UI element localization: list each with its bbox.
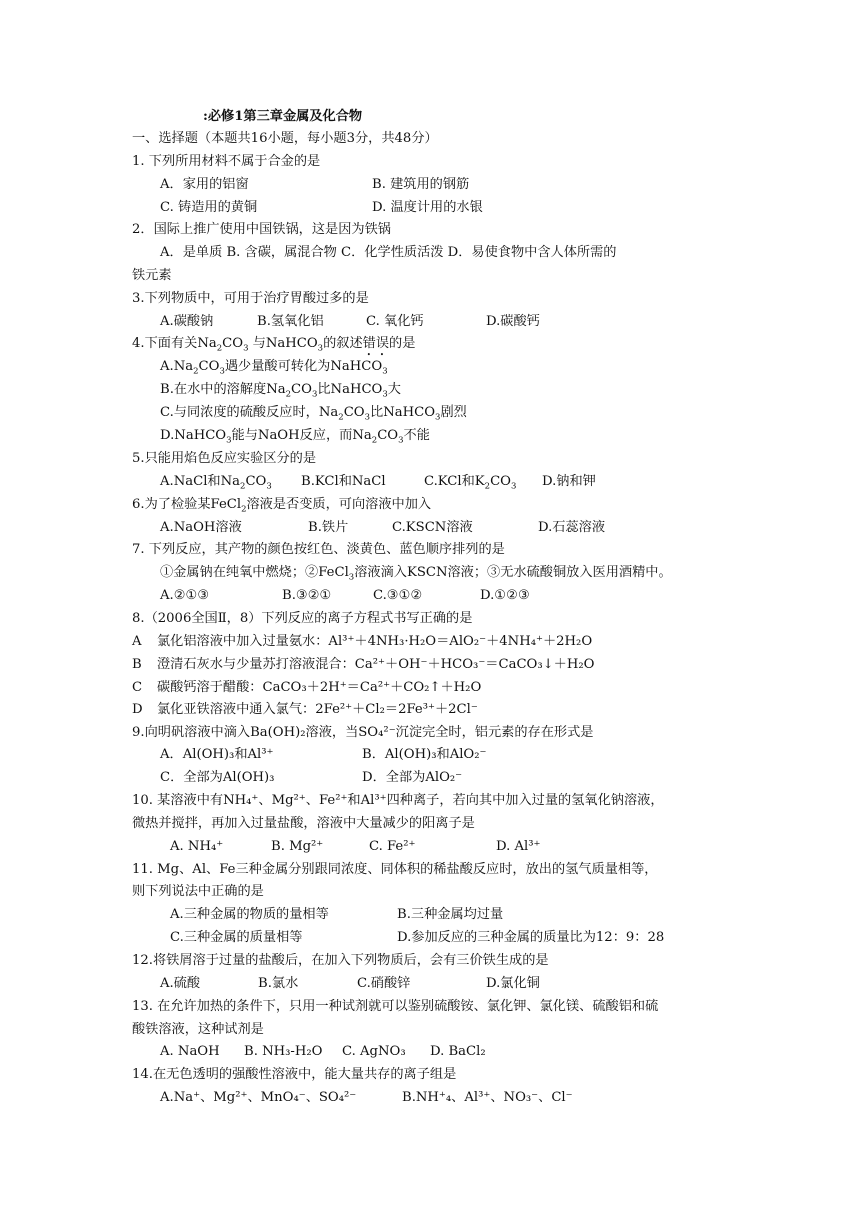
question-5-option-b: B.KCl和NaCl <box>301 474 386 489</box>
question-13-stem: 13. 在允许加热的条件下，只用一种试剂就可以鉴别硫酸铵、氯化钾、氯化镁、硫酸铝和硫 <box>132 999 659 1014</box>
question-8-option-a-label: A <box>132 634 142 649</box>
question-7-option-c: C.③①② <box>373 588 423 603</box>
question-7-option-b: B.③②① <box>282 588 332 603</box>
question-11-option-a: A.三种金属的物质的量相等 <box>170 907 329 922</box>
question-12-option-d: D.氯化铜 <box>486 976 540 991</box>
question-9-option-c: C．全部为Al(OH)₃ <box>160 770 275 785</box>
question-12-option-a: A.硫酸 <box>160 976 201 991</box>
question-12-option-b: B.氯水 <box>258 976 299 991</box>
question-8-option-c-label: C <box>132 680 143 695</box>
question-8-option-c: 碳酸钙溶于醋酸：CaCO₃＋2H⁺＝Ca²⁺＋CO₂↑＋H₂O <box>157 680 482 695</box>
question-5-option-d: D.钠和钾 <box>542 474 596 489</box>
question-8-option-d: 氯化亚铁溶液中通入氯气：2Fe²⁺＋Cl₂＝2Fe³⁺＋2Cl⁻ <box>157 702 478 717</box>
question-6-option-b: B.铁片 <box>308 520 349 535</box>
question-3-option-d: D.碳酸钙 <box>486 314 540 329</box>
question-6-stem: 6.为了检验某FeCl$_2$溶液是否变质，可向溶液中加入 <box>132 497 432 515</box>
question-6-option-a: A.NaOH溶液 <box>160 520 242 535</box>
question-9-option-b: B．Al(OH)₃和AlO₂⁻ <box>362 747 487 762</box>
question-2-options: A．是单质 B. 含碳，属混合物 C．化学性质活泼 D．易使食物中含人体所需的 <box>160 245 617 260</box>
question-7-stem: 7. 下列反应，其产物的颜色按红色、淡黄色、蓝色顺序排列的是 <box>132 542 505 557</box>
question-11-continuation: 则下列说法中正确的是 <box>132 884 264 899</box>
page-title: :必修1第三章金属及化合物 <box>203 109 363 124</box>
question-9-stem: 9.向明矾溶液中滴入Ba(OH)₂溶液，当SO₄²⁻沉淀完全时，铝元素的存在形式是 <box>132 725 594 740</box>
question-7-option-d: D.①②③ <box>480 588 530 603</box>
question-4-option-b: B.在水中的溶解度$Na_2CO_3$比NaHCO$_3$大 <box>160 382 401 400</box>
question-9-option-a: A．Al(OH)₃和Al³⁺ <box>160 747 274 762</box>
question-8-option-b-label: B <box>132 657 142 672</box>
question-14-stem: 14.在无色透明的强酸性溶液中，能大量共存的离子组是 <box>132 1067 457 1082</box>
question-10-stem: 10. 某溶液中有NH₄⁺、Mg²⁺、Fe²⁺和Al³⁺四种离子，若向其中加入过量的氢氧化钠溶液， <box>132 793 664 808</box>
question-10-option-b: B. Mg²⁺ <box>271 839 324 854</box>
question-7-option-a: A.②①③ <box>160 588 210 603</box>
question-11-stem: 11. Mg、Al、Fe三种金属分别跟同浓度、同体积的稀盐酸反应时，放出的氢气质量相等， <box>132 862 658 877</box>
question-2-stem: 2．国际上推广使用中国铁锅，这是因为铁锅 <box>132 222 391 237</box>
question-11-option-c: C.三种金属的质量相等 <box>170 930 303 945</box>
question-3-stem: 3.下列物质中，可用于治疗胃酸过多的是 <box>132 291 369 306</box>
question-10-option-c: C. Fe²⁺ <box>369 839 416 854</box>
question-13-continuation: 酸铁溶液，这种试剂是 <box>132 1022 264 1037</box>
question-3-option-a: A.碳酸钠 <box>160 314 214 329</box>
question-2-continuation: 铁元素 <box>132 268 172 283</box>
question-1-option-b: B. 建筑用的钢筋 <box>372 177 470 192</box>
question-13-option-c: C. AgNO₃ <box>342 1044 406 1059</box>
question-3-option-c: C. 氧化钙 <box>366 314 424 329</box>
question-8-stem: 8.（2006全国Ⅱ，8）下列反应的离子方程式书写正确的是 <box>132 611 473 626</box>
question-12-stem: 12.将铁屑溶于过量的盐酸后，在加入下列物质后，会有三价铁生成的是 <box>132 953 549 968</box>
question-4-option-c: C.与同浓度的硫酸反应时，$Na_2CO_3$比NaHCO$_3$剧烈 <box>160 405 467 423</box>
question-4-option-a: $A.Na_2CO_3$遇少量酸可转化为NaHCO$_3$ <box>160 359 388 377</box>
question-13-option-b: B. NH₃-H₂O <box>244 1044 323 1059</box>
question-6-option-d: D.石蕊溶液 <box>538 520 606 535</box>
section-heading: 一、选择题（本题共16小题，每小题3分，共48分） <box>132 131 438 146</box>
question-7-description: ①金属钠在纯氧中燃烧；②FeCl$_3$溶液滴入KSCN溶液；③无水硫酸铜放入医用酒精中。 <box>160 565 672 583</box>
question-1-option-a: A．家用的铝窗 <box>160 177 249 192</box>
question-10-option-d: D. Al³⁺ <box>496 839 541 854</box>
question-9-option-d: D．全部为AlO₂⁻ <box>362 770 463 785</box>
question-8-option-b: 澄清石灰水与少量苏打溶液混合：Ca²⁺＋OH⁻＋HCO₃⁻＝CaCO₃↓＋H₂O <box>157 657 595 672</box>
question-13-option-d: D. BaCl₂ <box>430 1044 486 1059</box>
question-4-stem: 4.下面有关$Na_2CO_3$ 与NaHCO$_3$的叙述错误的是 <box>132 336 416 354</box>
question-1-option-c: C. 铸造用的黄铜 <box>160 200 258 215</box>
question-12-option-c: C.硝酸锌 <box>357 976 411 991</box>
question-4-option-d: D.NaHCO$_3$能与NaOH反应，而$Na_2CO_3$不能 <box>160 428 430 446</box>
question-14-option-a: A.Na⁺、Mg²⁺、MnO₄⁻、SO₄²⁻ <box>160 1090 357 1105</box>
question-1-stem: 1. 下列所用材料不属于合金的是 <box>132 154 321 169</box>
question-11-option-d: D.参加反应的三种金属的质量比为12：9：28 <box>397 930 665 945</box>
question-5-option-c: C.KCl和$K_2CO_3$ <box>424 474 517 492</box>
question-10-continuation: 微热并搅拌，再加入过量盐酸，溶液中大量减少的阳离子是 <box>132 816 475 831</box>
question-14-option-b: B.NH⁺₄、Al³⁺、NO₃⁻、Cl⁻ <box>402 1090 573 1105</box>
question-8-option-d-label: D <box>132 702 143 717</box>
question-8-option-a: 氯化铝溶液中加入过量氨水：Al³⁺＋4NH₃·H₂O＝AlO₂⁻＋4NH₄⁺＋2H₂O <box>157 634 593 649</box>
question-3-option-b: B.氢氧化铝 <box>257 314 324 329</box>
question-11-option-b: B.三种金属均过量 <box>397 907 504 922</box>
question-1-option-d: D. 温度计用的水银 <box>372 200 483 215</box>
question-5-stem: 5.只能用焰色反应实验区分的是 <box>132 451 317 466</box>
question-5-option-a: A.NaCl和$Na_2CO_3$ <box>160 474 272 492</box>
question-13-option-a: A. NaOH <box>160 1044 220 1059</box>
question-6-option-c: C.KSCN溶液 <box>392 520 473 535</box>
question-10-option-a: A. NH₄⁺ <box>170 839 224 854</box>
